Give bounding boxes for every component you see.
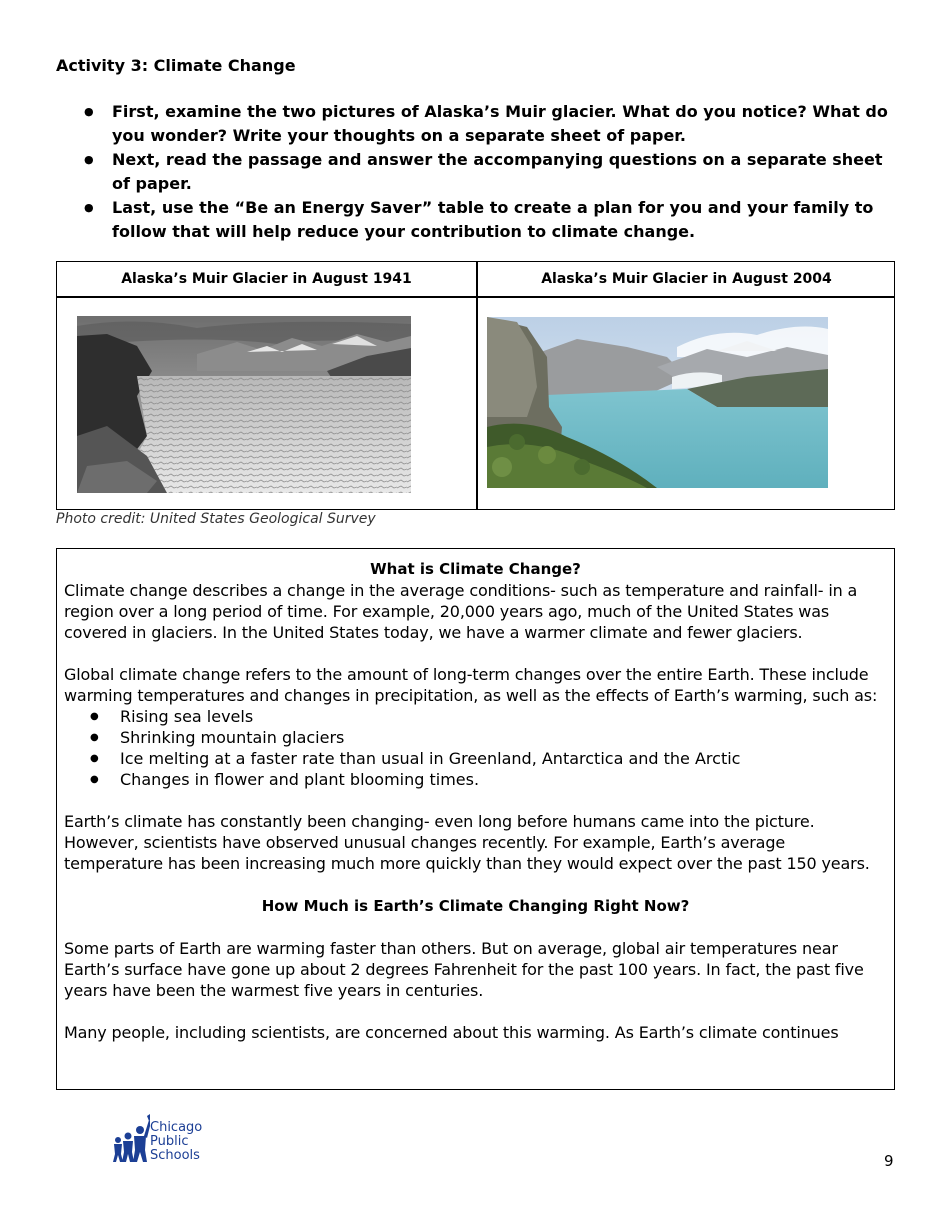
photo-credit: Photo credit: United States Geological Survey [56,511,376,527]
instruction-item: ● First, examine the two pictures of Alaska’s Muir glacier. What do you notice? What do you wonder? Write your thoughts on a separate sheet of paper. [84,100,896,148]
passage-paragraph: Climate change describes a change in the average conditions- such as temperature and rainfall- in a region over a long period of time. For example, 20,000 years ago, much of the United States was covered in glaciers. In the United States today, we have a warmer climate and fewer glaciers. [64,581,858,642]
photo-header-1941: Alaska’s Muir Glacier in August 1941 [121,271,412,287]
logo-line: Chicago [150,1120,203,1135]
passage-paragraph: Many people, including scientists, are concerned about this warming. As Earth’s climate continues [64,1023,839,1042]
table-divider [57,296,894,298]
passage-paragraph: Global climate change refers to the amount of long-term changes over the entire Earth. These include warming temperatures and changes in precipitation, as well as the effects of Earth’s warming, such as: [64,665,878,705]
passage-paragraph: Some parts of Earth are warming faster than others. But on average, global air temperatures near Earth’s surface have gone up about 2 degrees Fahrenheit for the past 100 years. In fact, the past five years have been the warmest five years in centuries. [64,939,864,1000]
instruction-item: ● Next, read the passage and answer the accompanying questions on a separate sheet of paper. [84,148,896,196]
list-item: ● Changes in flower and plant blooming times. [64,769,887,790]
chicago-public-schools-logo [108,1114,228,1166]
passage-paragraph: Earth’s climate has constantly been changing- even long before humans came into the picture. However, scientists have observed unusual changes recently. For example, Earth’s average temperature has been increasing much more quickly than they would expect over the past 150 years. [64,812,870,873]
instructions-list [84,100,896,244]
list-item: ● Ice melting at a faster rate than usual in Greenland, Antarctica and the Arctic [64,748,887,769]
list-item: ● Shrinking mountain glaciers [64,727,887,748]
photo-header-2004: Alaska’s Muir Glacier in August 2004 [541,271,832,287]
passage-subheading: How Much is Earth’s Climate Changing Right Now? [261,897,690,915]
logo-line: Public [150,1134,189,1149]
glacier-photo-1941 [77,316,411,493]
logo-line: Schools [150,1148,200,1163]
reading-passage [56,548,895,1090]
effects-list [64,706,887,790]
activity-title: Activity 3: Climate Change [56,56,296,75]
list-item: ● Rising sea levels [64,706,887,727]
passage-heading: What is Climate Change? [370,560,581,578]
logo-wordmark [150,1121,202,1163]
instruction-item: ● Last, use the “Be an Energy Saver” table to create a plan for you and your family to follow that will help reduce your contribution to climate change. [84,196,896,244]
table-divider [476,262,478,509]
photo-comparison-table [56,261,895,510]
people-silhouette-icon [108,1114,150,1166]
page-number: 9 [884,1152,894,1170]
glacier-photo-2004 [487,317,828,488]
